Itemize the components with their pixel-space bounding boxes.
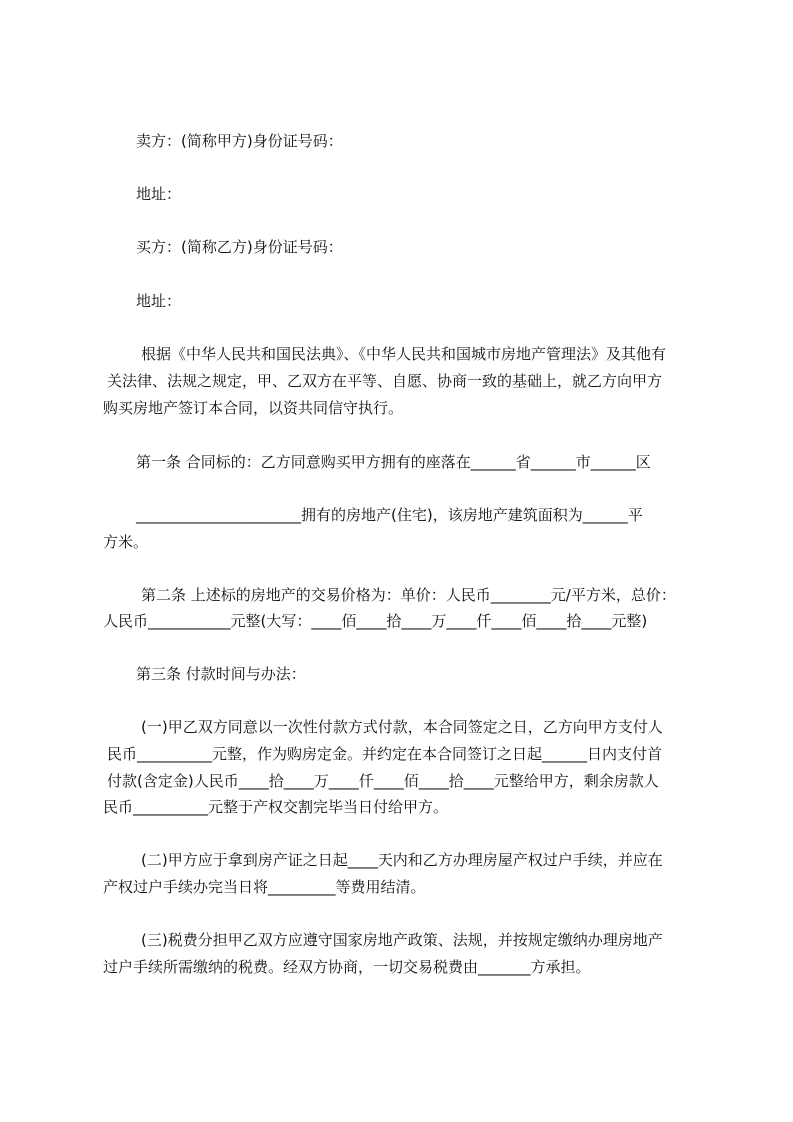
article1-line-3: 方米。 — [103, 533, 149, 551]
seller-address-line: 地址： — [136, 185, 182, 203]
article2-line-1: 第二条 上述标的房地产的交易价格为：单价：人民币________元/平方米，总价： — [141, 586, 676, 604]
buyer-address-line: 地址： — [136, 292, 182, 310]
article2-line-2: 人民币___________元整(大写：____佰____拾____万____仟____佰____拾____元整) — [103, 612, 648, 630]
clause3-line-1: (三)税费分担甲乙双方应遵守国家房地产政策、法规，并按规定缴纳办理房地产 — [141, 931, 663, 949]
seller-line: 卖方：(简称甲方)身份证号码： — [136, 132, 343, 150]
preamble-line-2: 关法律、法规之规定，甲、乙双方在平等、自愿、协商一致的基础上，就乙方向甲方 — [107, 372, 663, 390]
clause1-line-4: 民币__________元整于产权交割完毕当日付给甲方。 — [103, 798, 449, 816]
preamble-line-1: 根据《中华人民共和国民法典》、《中华人民共和国城市房地产管理法》及其他有 — [141, 345, 667, 363]
clause3-line-2: 过户手续所需缴纳的税费。经双方协商，一切交易税费由_______方承担。 — [103, 958, 591, 976]
clause2-line-1: (二)甲方应于拿到房产证之日起____天内和乙方办理房屋产权过户手续，并应在 — [141, 851, 663, 869]
clause1-line-2: 民币__________元整，作为购房定金。并约定在本合同签订之日起______日内支付首 — [107, 745, 663, 763]
article3-title: 第三条 付款时间与办法： — [136, 665, 306, 683]
clause1-line-3: 付款(含定金)人民币____拾____万____仟____佰____拾____元整给甲方，剩余房款人 — [107, 772, 659, 790]
buyer-line: 买方：(简称乙方)身份证号码： — [136, 238, 343, 256]
article1-line-2: ______________________拥有的房地产(住宅)，该房地产建筑面积为______平 — [136, 506, 643, 524]
clause2-line-2: 产权过户手续办完当日将_________等费用结清。 — [103, 878, 426, 896]
article1-line-1: 第一条 合同标的：乙方同意购买甲方拥有的座落在______省______市______区 — [136, 453, 651, 471]
clause1-line-1: (一)甲乙双方同意以一次性付款方式付款，本合同签定之日，乙方向甲方支付人 — [141, 718, 663, 736]
preamble-line-3: 购买房地产签订本合同，以资共同信守执行。 — [103, 399, 404, 417]
